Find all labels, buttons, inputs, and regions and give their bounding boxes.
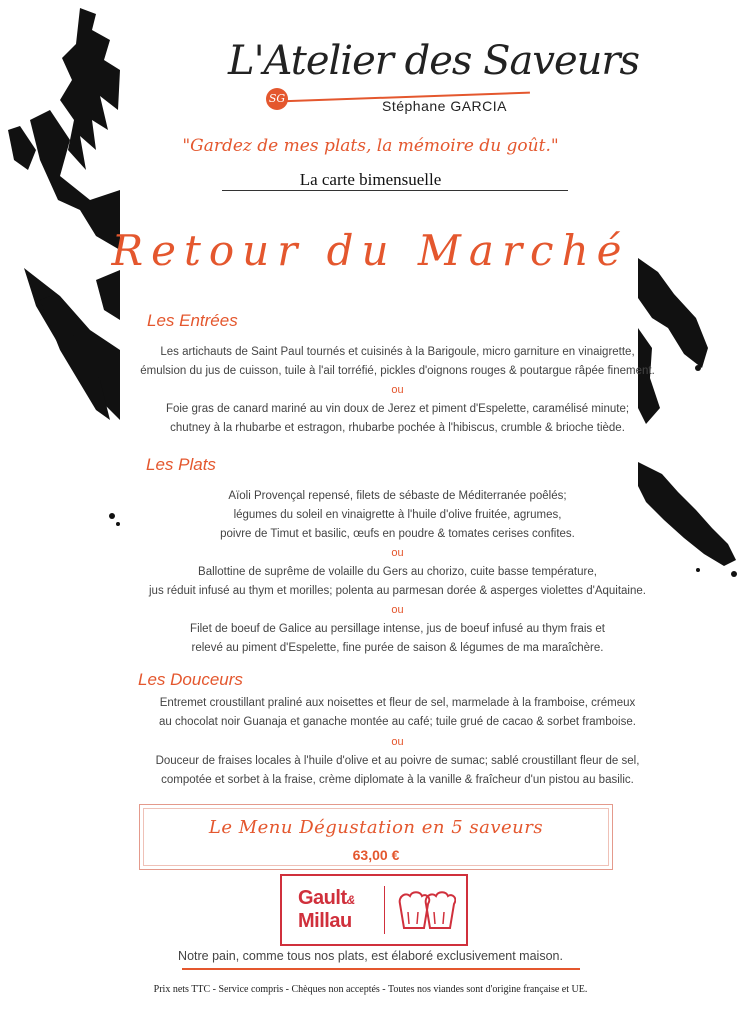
dish-line: légumes du soleil en vinaigrette à l'huile d'olive fruitée, agrumes, <box>233 509 562 521</box>
section-title-entrees: Les Entrées <box>147 311 238 330</box>
tasting-menu-price: 63,00 € <box>352 847 400 863</box>
chef-name: Stéphane GARCIA <box>382 98 508 114</box>
dish-douceur-2 <box>100 752 695 790</box>
dish-line: au chocolat noir Guanaja et ganache montée au café; tuile grué de cacao & sorbet framboise. <box>159 716 636 728</box>
quote: "Gardez de mes plats, la mémoire du goût." <box>182 136 559 156</box>
menu-title: Retour du Marché <box>111 226 630 275</box>
dish-line: poivre de Timut et basilic, œufs en poudre & tomates cerises confites. <box>220 528 575 540</box>
dish-line: chutney à la rhubarbe et estragon, rhubarbe pochée à l'hibiscus, crumble & brioche tiède. <box>170 422 625 434</box>
dish-douceur-1 <box>100 694 695 732</box>
dish-plat-1 <box>100 487 695 544</box>
section-title-plats: Les Plats <box>146 455 216 474</box>
chef-hats-icon <box>396 890 456 932</box>
bread-note: Notre pain, comme tous nos plats, est élaboré exclusivement maison. <box>178 949 563 963</box>
brand-monogram: SG <box>266 88 288 110</box>
or-separator: ou <box>391 384 404 396</box>
dish-entree-1 <box>100 343 695 381</box>
or-separator: ou <box>391 547 404 559</box>
dish-line: relevé au piment d'Espelette, fine purée de saison & légumes de ma maraîchère. <box>191 642 604 654</box>
subtitle-underline <box>222 190 568 191</box>
or-separator: ou <box>391 604 404 616</box>
section-title-douceurs: Les Douceurs <box>138 670 243 689</box>
dish-line: Ballottine de suprême de volaille du Gers au chorizo, cuite basse température, <box>198 566 597 578</box>
dish-line: Douceur de fraises locales à l'huile d'olive et au poivre de sumac; sablé croustillant fleur de sel, <box>155 755 640 767</box>
dish-line: Aïoli Provençal repensé, filets de sébaste de Méditerranée poêlés; <box>228 490 567 502</box>
footer-note: Prix nets TTC - Service compris - Chèques non acceptés - Toutes nos viandes sont d'origine française et UE. <box>153 984 588 995</box>
dish-line: Filet de boeuf de Galice au persillage intense, jus de boeuf infusé au thym frais et <box>190 623 605 635</box>
gault-millau-badge <box>280 874 468 946</box>
tasting-menu-title: Le Menu Dégustation en 5 saveurs <box>208 817 544 838</box>
dish-line: Entremet croustillant praliné aux noisettes et fleur de sel, marmelade à la framboise, crémeux <box>159 697 636 709</box>
brand-logo-title: L'Atelier des Saveurs <box>228 38 640 84</box>
gault-millau-logo-text: Gault& Millau <box>298 887 355 932</box>
dish-line: compotée et sorbet à la fraise, crème diplomate à la vanille & fraîcheur d'un pistou au basilic. <box>161 774 634 786</box>
dish-plat-3 <box>100 620 695 658</box>
tasting-menu-box <box>139 804 613 870</box>
dish-plat-2 <box>100 563 695 601</box>
or-separator: ou <box>391 736 404 748</box>
dish-entree-2 <box>100 400 695 438</box>
brand-header <box>200 18 640 138</box>
dish-line: jus réduit infusé au thym et morilles; polenta au parmesan dorée & asperges violettes d'Aquitaine. <box>149 585 646 597</box>
menu-subtitle: La carte bimensuelle <box>299 170 442 189</box>
bread-note-underline <box>182 968 580 970</box>
dish-line: émulsion du jus de cuisson, tuile à l'ail torréfié, pickles d'oignons rouges & poutargue râpée finement. <box>140 365 655 377</box>
gault-millau-divider <box>384 886 385 934</box>
dish-line: Les artichauts de Saint Paul tournés et cuisinés à la Barigoule, micro garniture en vinaigrette, <box>160 346 635 358</box>
dish-line: Foie gras de canard mariné au vin doux de Jerez et piment d'Espelette, caramélisé minute; <box>165 403 630 415</box>
